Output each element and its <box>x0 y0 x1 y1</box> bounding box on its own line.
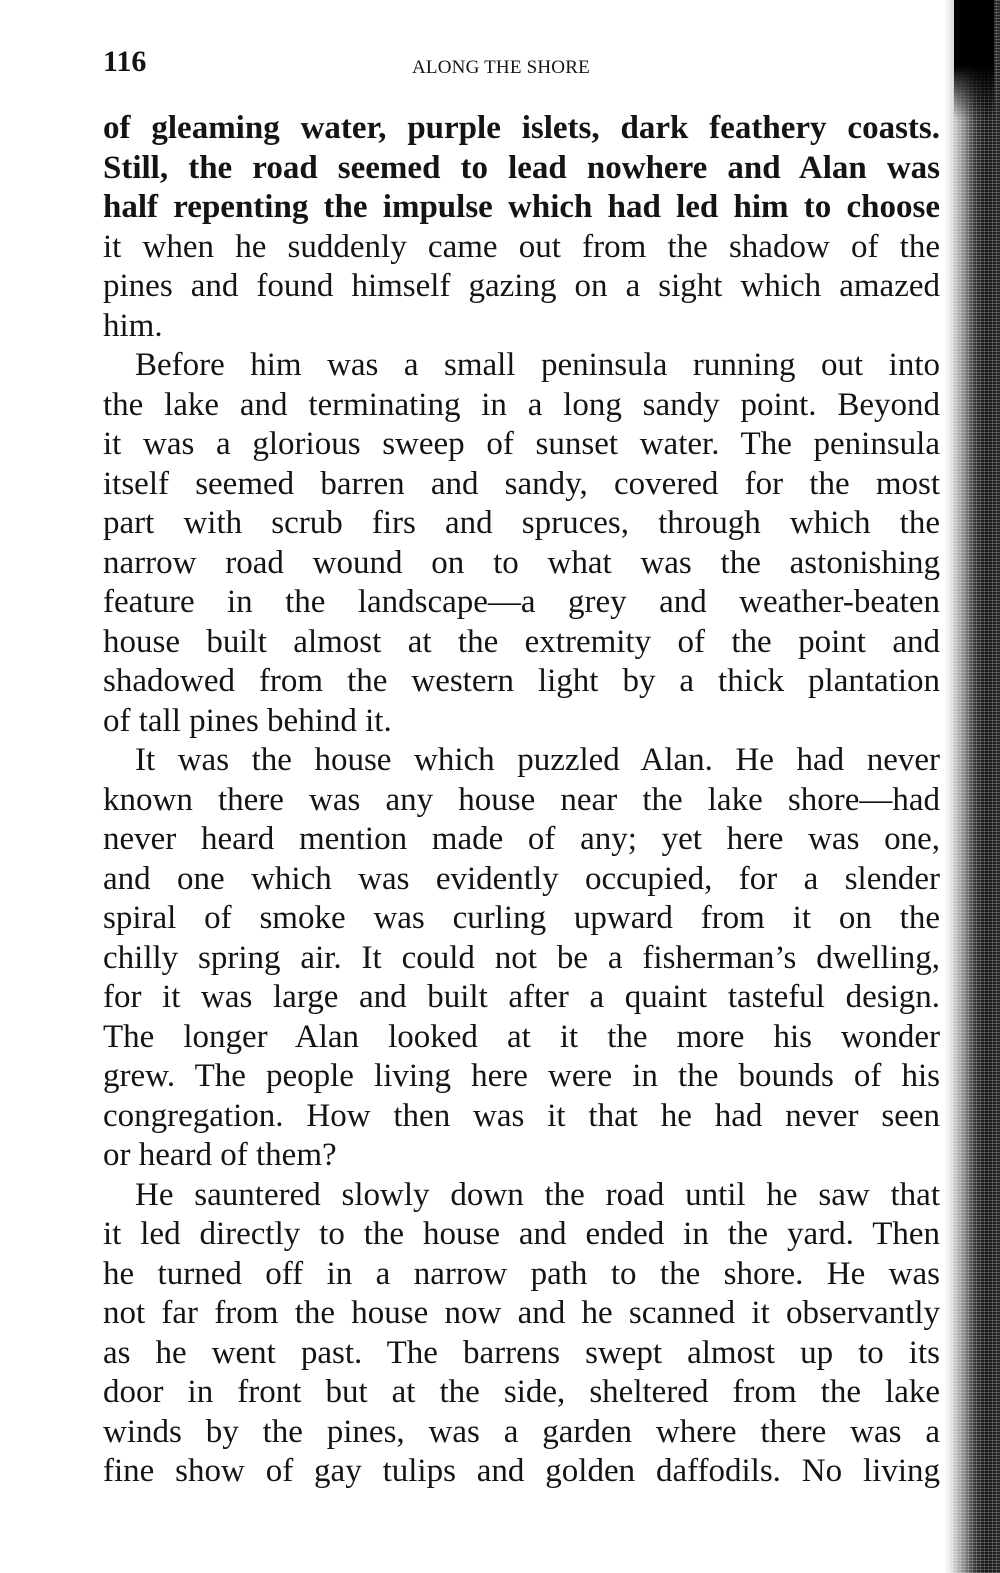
text-line: fine show of gay tulips and golden daffodils. No living <box>103 1453 940 1489</box>
paragraph <box>103 741 940 1176</box>
text-line: Still, the road seemed to lead nowhere and Alan was <box>103 149 940 186</box>
text-line: congregation. How then was it that he had never seen <box>103 1097 940 1134</box>
text-line: it when he suddenly came out from the shadow of the <box>103 228 940 265</box>
text-line: him. <box>103 307 163 344</box>
text-line: feature in the landscape—a grey and weather-beaten <box>103 584 940 620</box>
paragraph <box>103 109 940 346</box>
text-line: shadowed from the western light by a thick plantation <box>103 663 940 699</box>
page-number: 116 <box>103 45 147 78</box>
text-line: grew. The people living here were in the bounds of his <box>103 1058 940 1094</box>
text-line: the lake and terminating in a long sandy point. Beyond <box>103 386 940 423</box>
text-line: never heard mention made of any; yet here was one, <box>103 821 940 857</box>
text-line: It was the house which puzzled Alan. He had never <box>135 742 940 778</box>
text-line: of tall pines behind it. <box>103 702 392 739</box>
text-line: as he went past. The barrens swept almost up to its <box>103 1334 940 1371</box>
page-edge-shadow-top <box>954 0 994 120</box>
text-line: part with scrub firs and spruces, through which the <box>103 505 940 541</box>
paragraph <box>103 346 940 741</box>
text-line: or heard of them? <box>103 1137 337 1173</box>
text-line: half repenting the impulse which had led him to choose <box>103 189 940 225</box>
text-line: house built almost at the extremity of the point and <box>103 623 940 660</box>
text-line: He sauntered slowly down the road until he saw that <box>135 1176 940 1213</box>
text-line: narrow road wound on to what was the astonishing <box>103 544 940 581</box>
text-line: chilly spring air. It could not be a fisherman’s dwelling, <box>103 939 940 976</box>
text-line: known there was any house near the lake shore—had <box>103 781 940 818</box>
text-line: Before him was a small peninsula running out into <box>135 347 940 383</box>
text-line: it was a glorious sweep of sunset water. The peninsula <box>103 426 940 462</box>
paragraph <box>103 1176 940 1492</box>
text-line: he turned off in a narrow path to the shore. He was <box>103 1255 940 1292</box>
text-line: and one which was evidently occupied, for a slender <box>103 860 940 897</box>
text-line: of gleaming water, purple islets, dark feathery coasts. <box>103 110 940 146</box>
running-head: ALONG THE SHORE <box>412 57 590 78</box>
text-line: it led directly to the house and ended in the yard. Then <box>103 1216 940 1252</box>
text-line: for it was large and built after a quaint tasteful design. <box>103 979 940 1015</box>
text-line: The longer Alan looked at it the more his wonder <box>103 1018 940 1055</box>
text-line: not far from the house now and he scanned it observantly <box>103 1295 940 1331</box>
text-line: winds by the pines, was a garden where there was a <box>103 1413 940 1450</box>
page-edge-shadow <box>944 0 1000 1573</box>
text-line: door in front but at the side, sheltered from the lake <box>103 1374 940 1410</box>
text-line: itself seemed barren and sandy, covered for the most <box>103 465 940 502</box>
text-line: pines and found himself gazing on a sight which amazed <box>103 268 940 304</box>
text-line: spiral of smoke was curling upward from it on the <box>103 900 940 936</box>
body-text <box>103 109 940 1492</box>
